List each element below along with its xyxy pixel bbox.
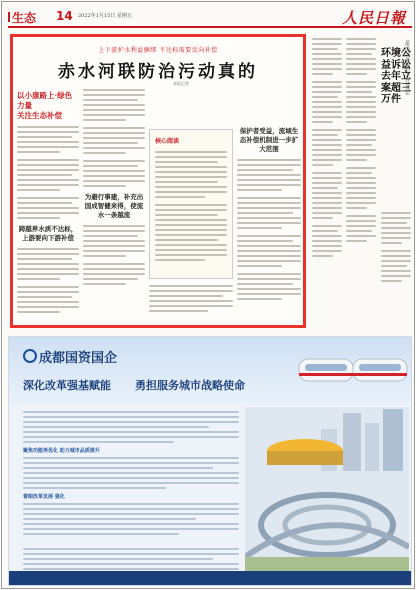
sidebar-box [149, 129, 233, 279]
ad-banner[interactable] [8, 336, 412, 586]
page-header [8, 6, 412, 28]
right-column-2 [346, 38, 376, 330]
ad-footer-bar [9, 571, 412, 585]
ad-paragraph-heading-1: 聚焦功能再优化 助力城市品质提升 [23, 448, 100, 454]
ad-brand: 成都国资国企 [39, 351, 118, 366]
page-number: 14 [56, 9, 73, 23]
right-story-kicker: 最高检发布去年公益诉讼 [404, 40, 410, 95]
section-marker [8, 12, 10, 22]
section-name: 生态 [12, 11, 37, 25]
metro-train-icon [297, 351, 409, 387]
article-byline: 本报记者 [173, 81, 189, 86]
subheading-2: 为避行事建，补充出国成智健来得，使流水一条越流 [84, 193, 144, 219]
article-column-2 [83, 89, 145, 323]
city-interchange-photo [245, 407, 409, 581]
article-column-4 [237, 89, 301, 323]
ad-paragraph-heading-2: 着眼改革发展 强化 [23, 494, 65, 500]
ad-slogan-right: 勇担服务城市战略使命 [135, 379, 245, 392]
lead-heading: 以小康路上·绿色力量 关注生态补偿 [17, 91, 73, 120]
ad-body [23, 411, 239, 578]
issue-date: 2022年1月15日 星期五 [78, 13, 132, 19]
right-column-1 [312, 38, 342, 330]
newspaper-logo: 人民日報 [341, 9, 406, 27]
right-story-title: 环境公益诉讼去年立案超三万件 [381, 48, 411, 105]
brand-logo-icon [23, 349, 37, 363]
article-column-1 [17, 89, 79, 323]
ad-slogan-left: 深化改革强基赋能 [23, 379, 111, 392]
article-title: 赤水河联防治污动真的 [58, 62, 258, 82]
subheading-3: 保护者受益，流域生态补偿机制进一步扩大范围 [239, 127, 299, 153]
article-kicker: 上下游护水利益捆绑 不达标需要反向补偿 [98, 47, 218, 54]
subheading-1: 跨越界水质不达标，上游要向下游补偿 [18, 225, 78, 242]
right-column-3 [381, 212, 411, 328]
newspaper-page [1, 1, 415, 589]
sidebar-title: 核心阅读 [155, 138, 180, 145]
highlighted-article[interactable] [10, 34, 306, 328]
article-column-3 [149, 285, 233, 325]
